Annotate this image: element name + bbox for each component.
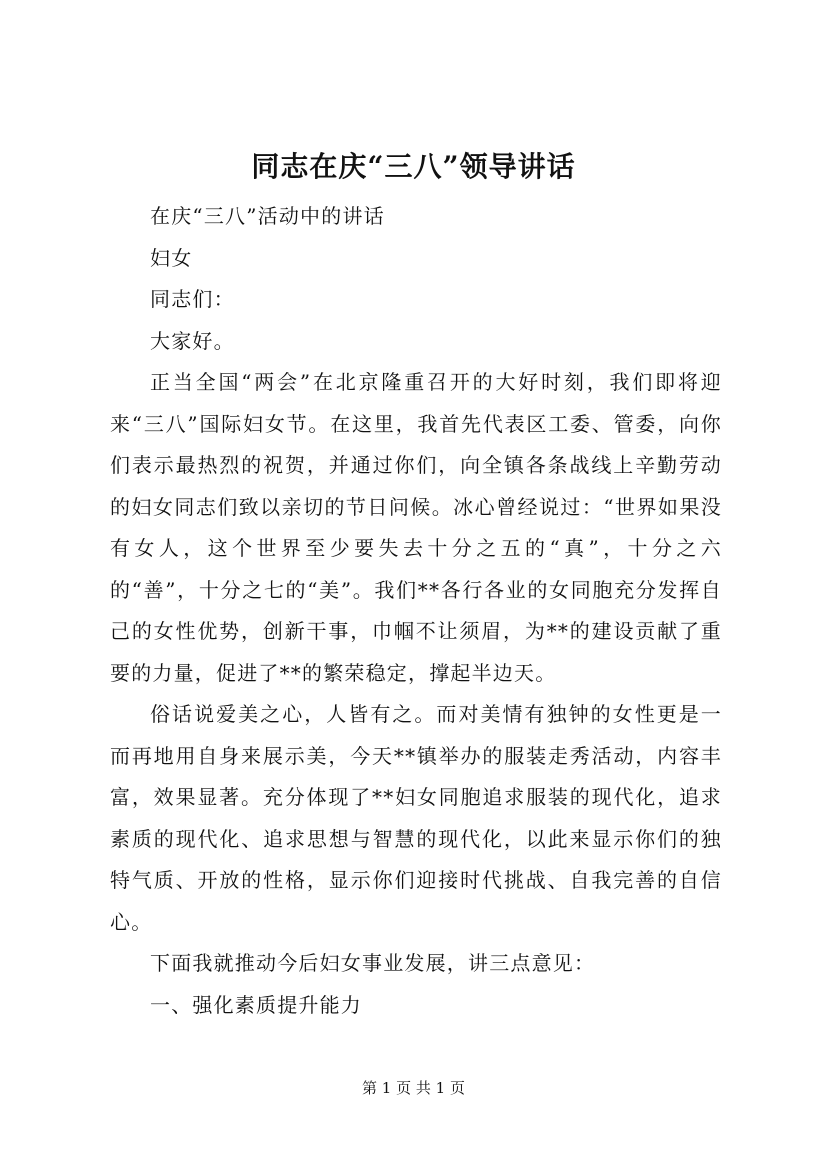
salutation-paragraph: 妇女 <box>150 245 193 270</box>
document-title: 同志在庆“三八”领导讲话 <box>251 150 576 183</box>
intro-points-paragraph: 下面我就推动今后妇女事业发展，讲三点意见： <box>150 951 596 975</box>
section-heading-1: 一、强化素质提升能力 <box>150 992 362 1017</box>
page-number-footer: 第 1 页 共 1 页 <box>362 1079 465 1097</box>
subtitle-paragraph: 在庆“三八”活动中的讲话 <box>150 204 385 228</box>
document-body <box>110 196 722 1026</box>
body-paragraph-1: 正当全国“两会”在北京隆重召开的大好时刻，我们即将迎来“三八”国际妇女节。在这里，我首先代表区工委、管委，向你们表示最热烈的祝贺，并通过你们，向全镇各条战线上辛勤劳动的妇女同志们致以亲切的节日问候。冰心曾经说过：“世界如果没有女人，这个世界至少要失去十分之五的“真”，十分之六的“善”，十分之七的“美”。我们**各行各业的女同胞充分发挥自己的女性优势，创新干事，巾帼不让须眉，为**的建设贡献了重要的力量，促进了**的繁荣稳定，撑起半边天。 <box>110 370 722 685</box>
welcome-paragraph: 大家好。 <box>150 328 235 353</box>
body-paragraph-2: 俗话说爱美之心，人皆有之。而对美情有独钟的女性更是一而再地用自身来展示美，今天**镇举办的服装走秀活动，内容丰富，效果显著。充分体现了**妇女同胞追求服装的现代化，追求素质的现代化、追求思想与智慧的现代化，以此来显示你们的独特气质、开放的性格，显示你们迎接时代挑战、自我完善的自信心。 <box>110 702 722 934</box>
greeting-paragraph: 同志们： <box>150 287 235 311</box>
